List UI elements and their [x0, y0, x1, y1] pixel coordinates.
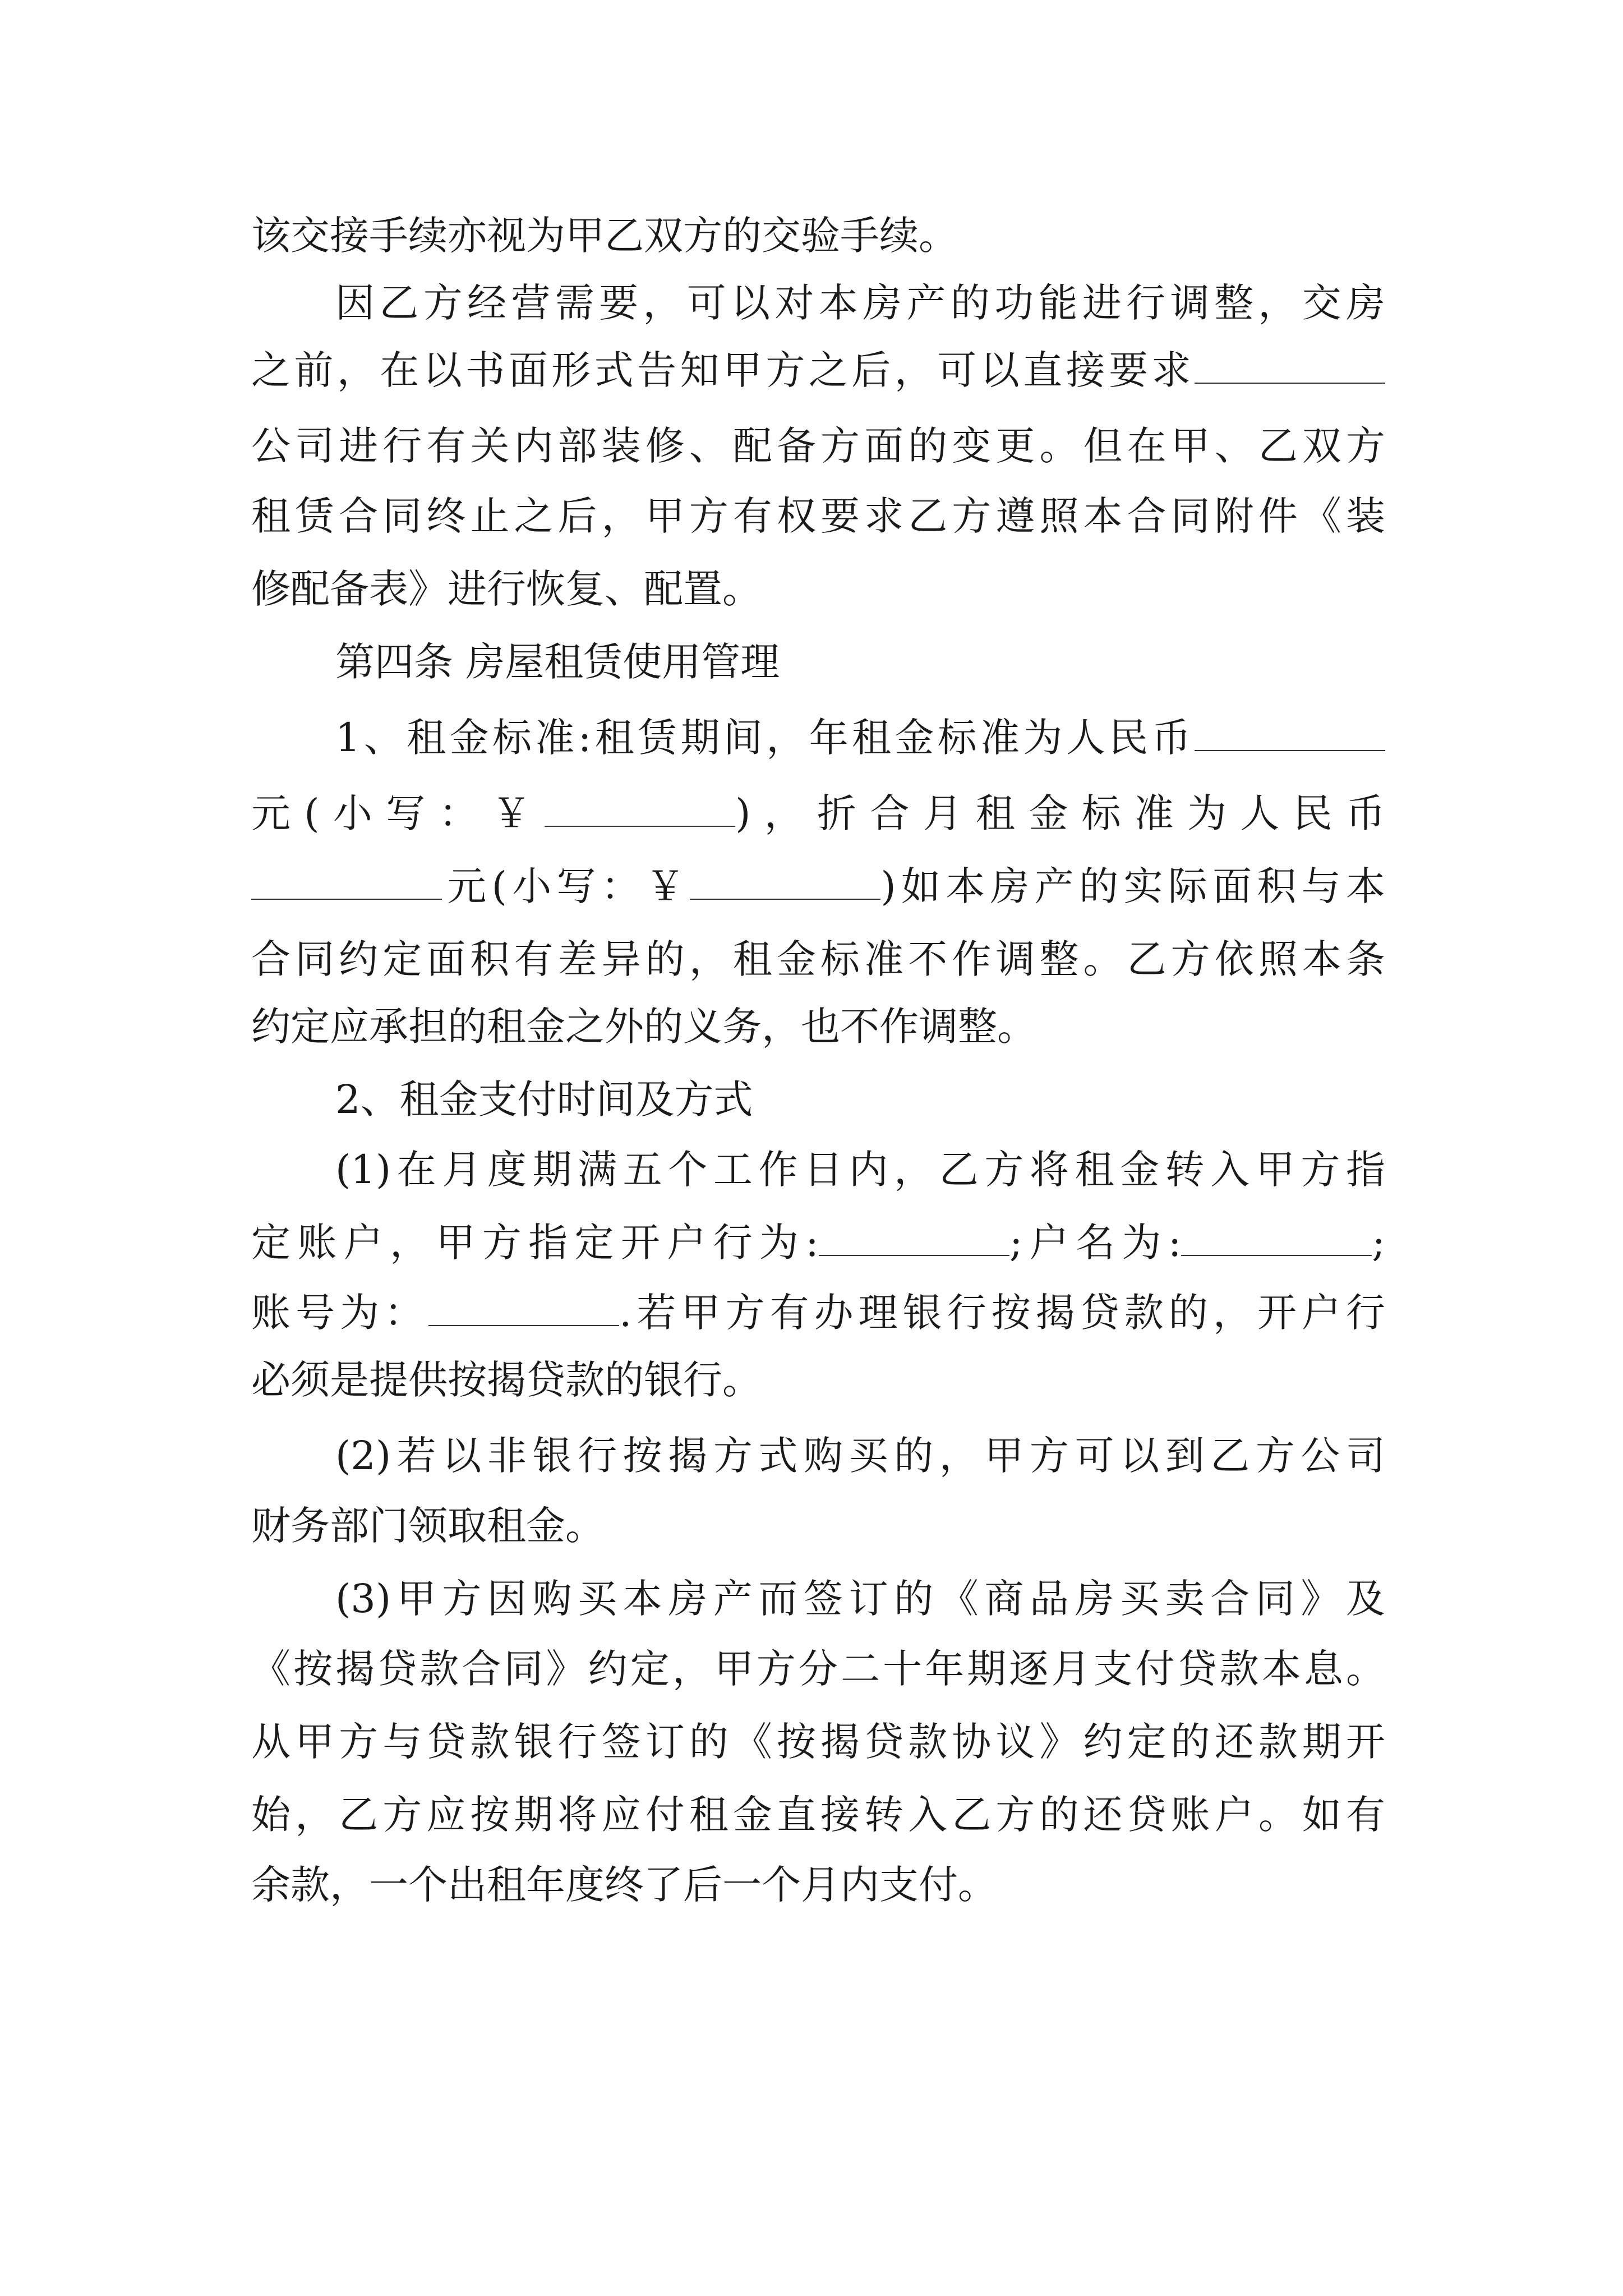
fill-in-blank	[545, 791, 735, 827]
text-line	[251, 999, 1385, 1055]
text-line	[251, 1498, 1385, 1554]
text-line	[251, 1571, 1385, 1627]
text-segment: 余款，一个出租年度终了后一个月内支付。	[251, 1862, 997, 1908]
text-line	[251, 418, 1385, 474]
fill-in-blank	[1195, 715, 1385, 751]
text-segment: 定账户，甲方指定开户行为:	[251, 1220, 819, 1266]
text-line	[251, 634, 1385, 690]
text-line	[251, 931, 1385, 987]
text-line	[251, 1857, 1385, 1913]
text-segment: 从甲方与贷款银行签订的《按揭贷款协议》约定的还款期开	[251, 1719, 1385, 1765]
text-segment: (2)若以非银行按揭方式购买的，甲方可以到乙方公司	[335, 1433, 1385, 1479]
fill-in-blank	[1195, 348, 1385, 384]
text-line	[251, 488, 1385, 544]
text-line	[251, 208, 1385, 264]
fill-in-blank	[428, 1290, 619, 1326]
text-segment: 之前，在以书面形式告知甲方之后，可以直接要求	[251, 347, 1195, 393]
text-line	[251, 1142, 1385, 1198]
text-segment: 因乙方经营需要，可以对本房产的功能进行调整，交房	[335, 280, 1385, 326]
fill-in-blank	[251, 864, 442, 900]
text-line	[251, 1071, 1385, 1128]
text-segment: (3)甲方因购买本房产而签订的《商品房买卖合同》及	[335, 1576, 1385, 1622]
text-segment: 租赁合同终止之后，甲方有权要求乙方遵照本合同附件《装	[251, 493, 1385, 539]
text-segment: 1、租金标准:租赁期间，年租金标准为人民币	[335, 715, 1195, 761]
fill-in-blank	[1181, 1220, 1372, 1256]
text-line	[251, 1714, 1385, 1770]
text-segment: 元(小写：￥	[251, 790, 545, 836]
text-line	[251, 342, 1385, 398]
text-segment: 2、租金支付时间及方式	[335, 1076, 753, 1122]
text-segment: 约定应承担的租金之外的义务，也不作调整。	[251, 1004, 1036, 1050]
text-segment: )如本房产的实际面积与本	[880, 863, 1385, 909]
text-segment: 财务部门领取租金。	[251, 1503, 605, 1549]
text-segment: .若甲方有办理银行按揭贷款的，开户行	[619, 1290, 1386, 1336]
text-segment: 元(小写：￥	[442, 863, 690, 909]
text-segment: 合同约定面积有差异的，租金标准不作调整。乙方依照本条	[251, 936, 1385, 982]
text-segment: 必须是提供按揭贷款的银行。	[251, 1357, 762, 1403]
text-segment: 修配备表》进行恢复、配置。	[251, 566, 762, 612]
text-line	[251, 1352, 1385, 1408]
text-line	[251, 710, 1385, 766]
text-segment: 公司进行有关内部装修、配备方面的变更。但在甲、乙双方	[251, 423, 1385, 469]
text-line	[251, 858, 1385, 914]
text-segment: (1)在月度期满五个工作日内，乙方将租金转入甲方指	[335, 1147, 1385, 1193]
fill-in-blank	[690, 864, 880, 900]
text-segment: 账号为：	[251, 1290, 429, 1336]
text-segment: 始，乙方应按期将应付租金直接转入乙方的还贷账户。如有	[251, 1792, 1385, 1838]
text-line	[251, 1214, 1385, 1271]
text-line	[251, 1641, 1385, 1697]
text-line	[251, 275, 1385, 331]
text-segment: 第四条 房屋租赁使用管理	[335, 639, 780, 685]
text-segment: ;户名为:	[1009, 1220, 1182, 1266]
text-line	[251, 561, 1385, 617]
text-segment: )，折合月租金标准为人民币	[735, 790, 1386, 836]
text-segment: 《按揭贷款合同》约定，甲方分二十年期逐月支付贷款本息。	[251, 1646, 1385, 1692]
text-line	[251, 1428, 1385, 1484]
text-line	[251, 1787, 1385, 1843]
fill-in-blank	[819, 1220, 1009, 1256]
text-segment: 该交接手续亦视为甲乙双方的交验手续。	[251, 213, 958, 259]
text-line	[251, 785, 1385, 841]
text-segment: ;	[1372, 1220, 1385, 1266]
text-line	[251, 1285, 1385, 1341]
